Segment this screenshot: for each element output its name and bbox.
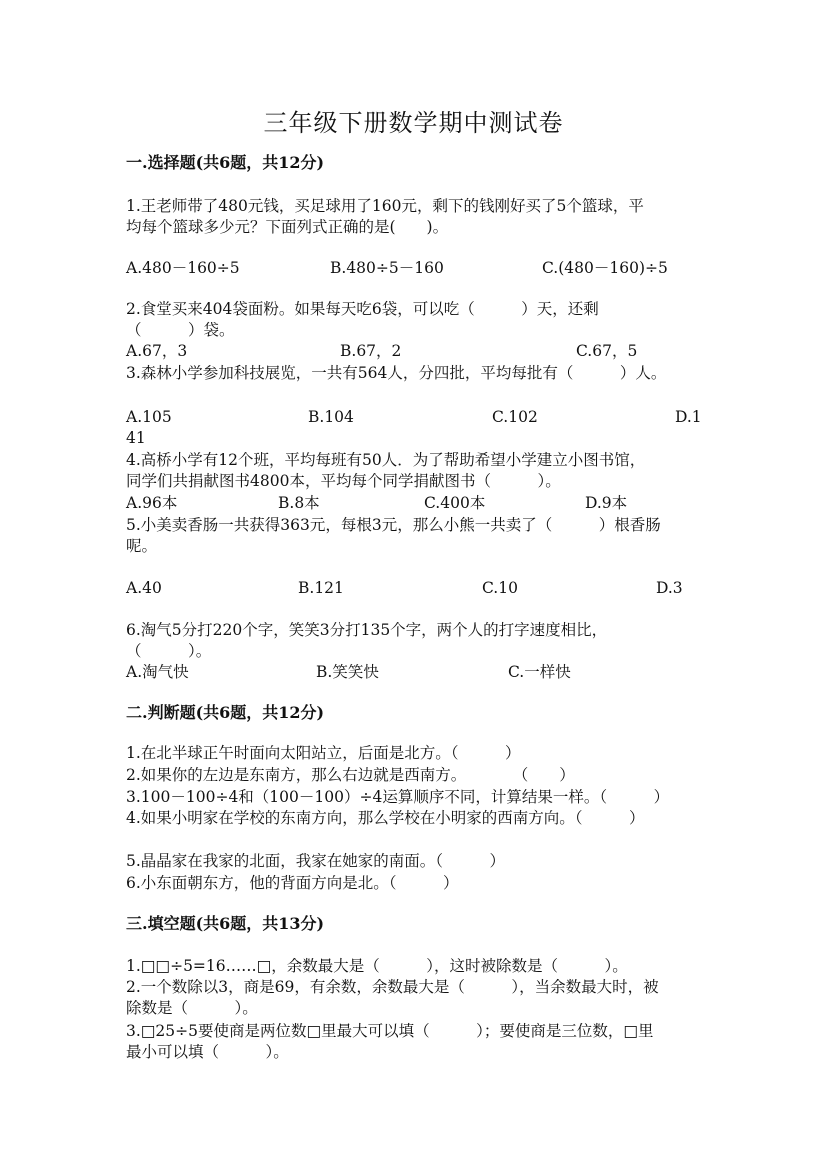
section-heading-judge: 二.判断题(共6题，共12分) xyxy=(126,703,325,722)
question-4-option-a: A.96本 xyxy=(126,494,178,512)
judge-item: 3.100－100÷4和（100－100）÷4运算顺序不同，计算结果一样。（ ） xyxy=(126,788,670,806)
question-6-option-c: C.一样快 xyxy=(508,663,571,681)
judge-item: 2.如果你的左边是东南方，那么右边就是西南方。 （ ） xyxy=(126,766,575,784)
section-heading-fill: 三.填空题(共6题，共13分) xyxy=(126,914,325,933)
question-5-option-b: B.121 xyxy=(298,579,344,597)
question-6-option-a: A.淘气快 xyxy=(126,663,189,681)
judge-item: 1.在北半球正午时面向太阳站立，后面是北方。（ ） xyxy=(126,744,521,762)
question-1-option-c: C.(480－160)÷5 xyxy=(542,259,668,277)
judge-item: 4.如果小明家在学校的东南方向，那么学校在小明家的西南方向。（ ） xyxy=(126,809,645,827)
question-4-line-1: 4.高桥小学有12个班，平均每班有50人．为了帮助希望小学建立小图书馆， xyxy=(126,451,646,469)
judge-item: 5.晶晶家在我家的北面，我家在她家的南面。（ ） xyxy=(126,852,506,870)
question-6-line-2: （ ）。 xyxy=(126,642,212,660)
question-4-option-b: B.8本 xyxy=(278,494,320,512)
fill-line: 最小可以填（ ）。 xyxy=(126,1043,289,1061)
question-3-line-1: 3.森林小学参加科技展览，一共有564人，分四批，平均每批有（ ）人。 xyxy=(126,364,667,382)
question-3-option-d: D.1 xyxy=(675,408,702,426)
judge-item: 6.小东面朝东方，他的背面方向是北。（ ） xyxy=(126,874,459,892)
fill-line: 除数是（ ）。 xyxy=(126,999,258,1017)
question-2-option-c: C.67，5 xyxy=(576,342,638,360)
question-4-option-d: D.9本 xyxy=(585,494,628,512)
question-2-line-2: （ ）袋。 xyxy=(126,321,235,339)
question-5-option-a: A.40 xyxy=(126,579,162,597)
question-1-line-1: 1.王老师带了480元钱，买足球用了160元，剩下的钱刚好买了5个篮球，平 xyxy=(126,197,644,215)
fill-line: 3.□25÷5要使商是两位数□里最大可以填（ ）；要使商是三位数，□里 xyxy=(126,1022,654,1040)
question-3-option-d-wrap: 41 xyxy=(126,429,146,447)
question-1-option-a: A.480－160÷5 xyxy=(126,259,240,277)
question-5-option-d: D.3 xyxy=(656,579,683,597)
question-6-line-1: 6.淘气5分打220个字，笑笑3分打135个字，两个人的打字速度相比， xyxy=(126,621,608,639)
question-2-line-1: 2.食堂买来404袋面粉。如果每天吃6袋，可以吃（ ）天，还剩 xyxy=(126,300,599,318)
question-4-option-c: C.400本 xyxy=(424,494,486,512)
question-5-line-2: 呢。 xyxy=(126,537,158,555)
fill-line: 2.一个数除以3，商是69，有余数，余数最大是（ ），当余数最大时，被 xyxy=(126,978,659,996)
question-5-line-1: 5.小美卖香肠一共获得363元，每根3元，那么小熊一共卖了（ ）根香肠 xyxy=(126,516,661,534)
question-2-option-b: B.67，2 xyxy=(340,342,402,360)
question-3-option-c: C.102 xyxy=(492,408,538,426)
section-heading-choice: 一.选择题(共6题，共12分) xyxy=(126,153,325,172)
question-1-line-2: 均每个篮球多少元？下面列式正确的是( )。 xyxy=(126,218,449,236)
question-3-option-a: A.105 xyxy=(126,408,172,426)
question-1-option-b: B.480÷5－160 xyxy=(330,259,444,277)
page-title: 三年级下册数学期中测试卷 xyxy=(263,109,564,137)
question-4-line-2: 同学们共捐献图书4800本，平均每个同学捐献图书（ ）。 xyxy=(126,472,561,490)
question-5-option-c: C.10 xyxy=(482,579,518,597)
question-6-option-b: B.笑笑快 xyxy=(316,663,379,681)
question-3-option-b: B.104 xyxy=(308,408,354,426)
fill-line: 1.□□÷5=16……□，余数最大是（ ），这时被除数是（ ）。 xyxy=(126,957,628,975)
question-2-option-a: A.67，3 xyxy=(126,342,188,360)
